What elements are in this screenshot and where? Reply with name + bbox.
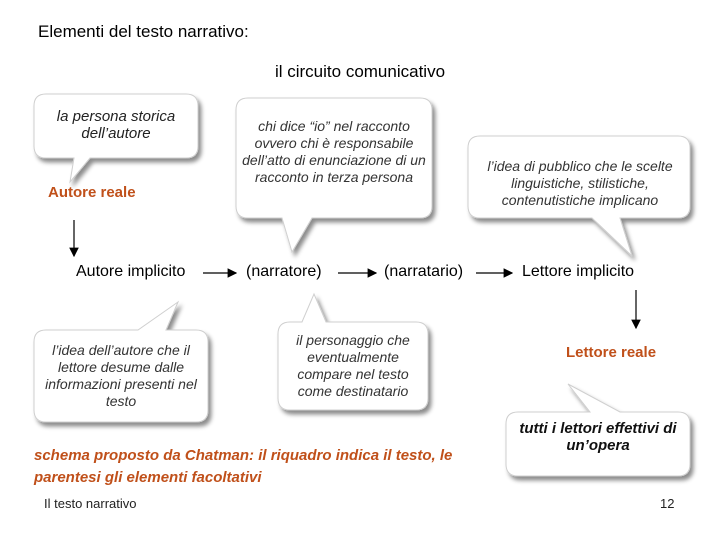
footer-title: Il testo narrativo bbox=[44, 496, 137, 511]
bubble-text-idea-autore: l’idea dell’autore che il lettore desume dalle informazioni presenti nel testo bbox=[45, 342, 197, 409]
label-autore-reale: Autore reale bbox=[48, 184, 136, 201]
bubble-text-lettori-effettivi: tutti i lettori effettivi di un’opera bbox=[519, 420, 677, 454]
diagram-subtitle: il circuito comunicativo bbox=[274, 62, 446, 81]
bubble-text-persona-storica: la persona storica dell’autore bbox=[56, 108, 176, 142]
diagram-caption: schema proposto da Chatman: il riquadro indica il testo, le parentesi gli elementi facoltativi bbox=[34, 447, 453, 486]
label-lettore-implicito: Lettore implicito bbox=[522, 263, 635, 280]
bubble-text-chi-dice: chi dice “io” nel racconto ovvero chi è responsabile dell’atto di enunciazione di un racconto in terza persona bbox=[242, 118, 426, 185]
label-lettore-reale: Lettore reale bbox=[566, 344, 657, 361]
page-number: 12 bbox=[660, 496, 675, 511]
bubble-text-personaggio: il personaggio che eventualmente compare nel testo come destinatario bbox=[296, 332, 410, 399]
label-autore-implicito: Autore implicito bbox=[76, 263, 186, 280]
bubble-text-idea-pubblico: l’idea di pubblico che le scelte linguistiche, stilistiche, contenutistiche implicano bbox=[487, 158, 673, 208]
label-narratore: (narratore) bbox=[246, 263, 322, 280]
title-colon: : bbox=[244, 22, 249, 41]
label-narratario: (narratario) bbox=[384, 263, 464, 280]
title-main: Elementi del testo narrativo bbox=[38, 22, 244, 41]
